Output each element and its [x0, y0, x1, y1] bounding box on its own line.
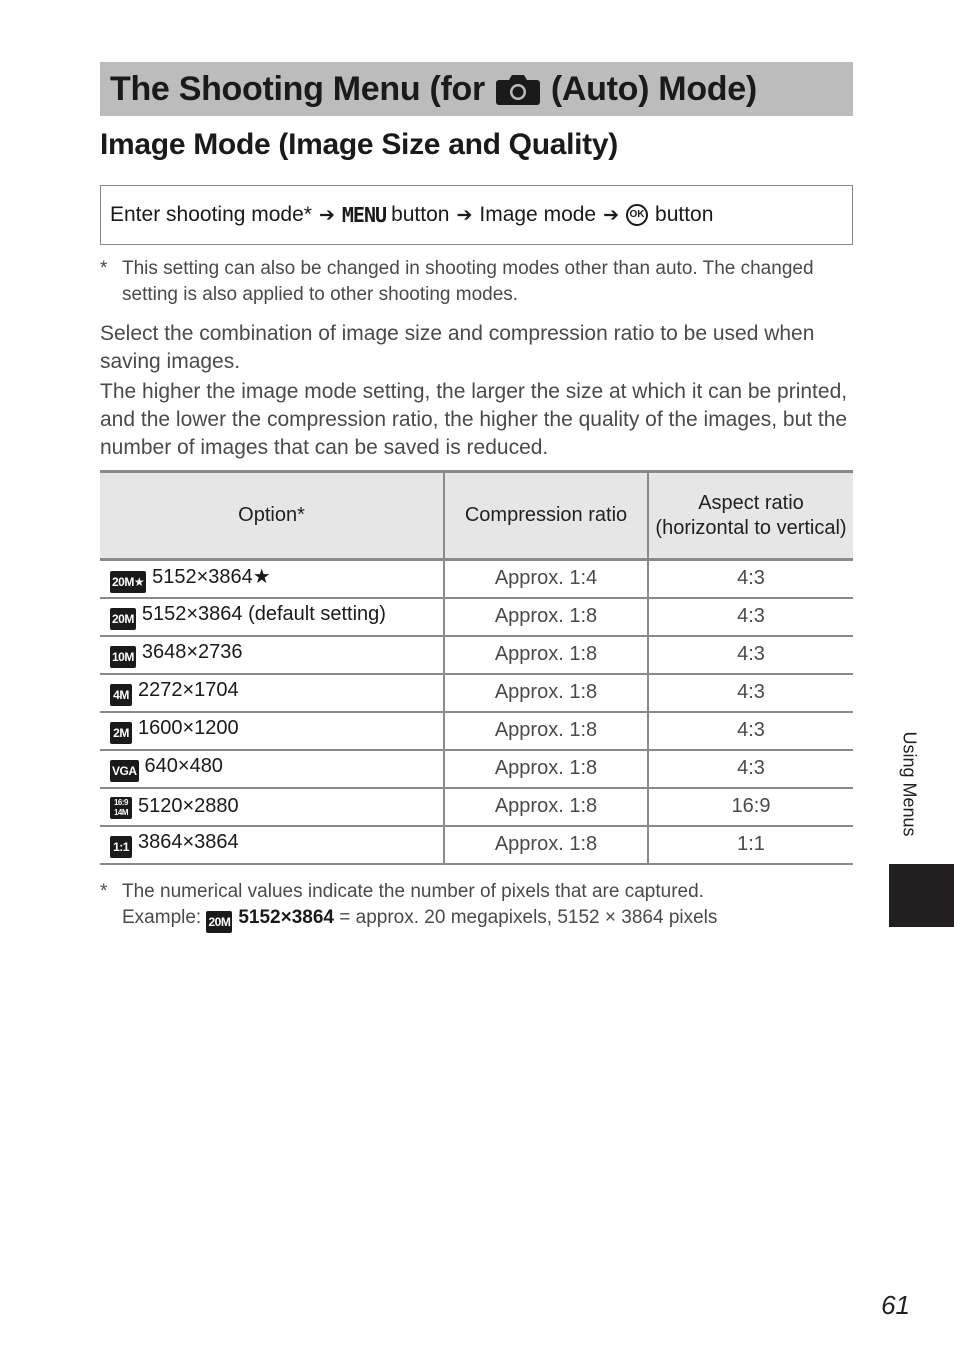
option-value: 5120×2880 — [138, 794, 239, 817]
option-cell — [100, 674, 444, 712]
chapter-title-bar — [100, 62, 853, 116]
table-header-row — [100, 472, 853, 560]
ok-button-icon: OK — [626, 204, 648, 226]
nav-step-image-mode: Image mode — [479, 203, 597, 226]
compression-cell: Approx. 1:8 — [444, 674, 648, 712]
body-paragraph-2: The higher the image mode setting, the larger the size at which it can be printed, and the lower the compression ratio, the higher the quality of the images, but the number of images that can be saved is reduced. — [100, 380, 848, 459]
compression-cell: Approx. 1:8 — [444, 788, 648, 826]
option-value: 5152×3864 (default setting) — [141, 603, 386, 625]
compression-cell: Approx. 1:8 — [444, 826, 648, 864]
chapter-title-before: The Shooting Menu (for — [110, 69, 485, 108]
image-size-icon: 20M★ — [110, 571, 146, 593]
arrow-icon: ➔ — [456, 204, 473, 226]
section-title: Image Mode (Image Size and Quality) — [100, 128, 618, 161]
footnote-marker: * — [100, 881, 108, 902]
image-size-icon: VGA — [110, 760, 139, 782]
arrow-icon: ➔ — [603, 204, 620, 226]
compression-cell: Approx. 1:8 — [444, 598, 648, 636]
compression-cell: Approx. 1:8 — [444, 636, 648, 674]
option-cell — [100, 598, 444, 636]
nav-step-menu-button: button — [391, 203, 450, 226]
option-cell — [100, 712, 444, 750]
option-value: 3864×3864 — [138, 831, 239, 853]
body-text — [100, 320, 860, 462]
example-label: Example: — [122, 907, 202, 928]
nav-step-ok-button: button — [655, 203, 714, 226]
image-size-icon: 1:1 — [110, 836, 132, 858]
option-value: 5152×3864★ — [152, 566, 271, 589]
option-value: 640×480 — [144, 755, 223, 777]
compression-cell: Approx. 1:8 — [444, 712, 648, 750]
compression-cell: Approx. 1:4 — [444, 560, 648, 598]
option-cell — [100, 636, 444, 674]
aspect-cell: 4:3 — [648, 636, 853, 674]
image-size-icon: 2M — [110, 722, 132, 744]
footnote-marker: * — [100, 258, 108, 279]
option-cell — [100, 560, 444, 598]
chapter-title — [110, 70, 757, 109]
aspect-cell: 4:3 — [648, 674, 853, 712]
table-row — [100, 750, 853, 788]
nav-step-shooting-mode: Enter shooting mode* — [110, 203, 312, 226]
aspect-cell: 4:3 — [648, 560, 853, 598]
aspect-cell: 4:3 — [648, 598, 853, 636]
page-number: 61 — [881, 1290, 910, 1320]
table-row — [100, 788, 853, 826]
image-size-icon: 20M — [206, 911, 232, 933]
option-cell — [100, 750, 444, 788]
table-row — [100, 674, 853, 712]
menu-navigation-path — [100, 185, 853, 245]
footnote-text: This setting can also be changed in shooting modes other than auto. The changed setting is also applied to other shooting modes. — [122, 258, 814, 305]
camera-icon — [495, 72, 541, 106]
footnote-example — [122, 905, 860, 933]
option-cell — [100, 826, 444, 864]
table-row — [100, 712, 853, 750]
image-size-icon: 10M — [110, 646, 136, 668]
image-size-icon: 16:9 14M — [110, 797, 132, 819]
example-value: 5152×3864 — [238, 907, 334, 928]
image-size-icon: 20M — [110, 608, 136, 630]
header-aspect: Aspect ratio (horizontal to vertical) — [648, 472, 853, 560]
header-compression: Compression ratio — [444, 472, 648, 560]
aspect-cell: 4:3 — [648, 750, 853, 788]
table-footnote — [100, 879, 860, 933]
aspect-cell: 4:3 — [648, 712, 853, 750]
table-row — [100, 636, 853, 674]
table-row — [100, 598, 853, 636]
option-cell — [100, 788, 444, 826]
aspect-cell: 16:9 — [648, 788, 853, 826]
arrow-icon: ➔ — [318, 204, 335, 226]
chapter-title-after: (Auto) Mode) — [550, 69, 757, 108]
side-tab-marker — [889, 864, 954, 927]
option-value: 3648×2736 — [141, 641, 243, 663]
table-row — [100, 826, 853, 864]
image-mode-table — [100, 470, 853, 865]
side-tab — [897, 722, 921, 846]
image-size-icon: 4M — [110, 684, 132, 706]
compression-cell: Approx. 1:8 — [444, 750, 648, 788]
aspect-cell: 1:1 — [648, 826, 853, 864]
nav-footnote — [100, 256, 860, 308]
table-row — [100, 560, 853, 598]
body-paragraph-1: Select the combination of image size and compression ratio to be used when saving images. — [100, 322, 815, 373]
footnote-line-1: The numerical values indicate the number of pixels that are captured. — [122, 881, 704, 902]
example-rest: = approx. 20 megapixels, 5152 × 3864 pixels — [339, 907, 718, 928]
side-tab-label: Using Menus — [899, 731, 920, 837]
option-value: 2272×1704 — [138, 679, 239, 701]
menu-button-icon: MENU — [341, 203, 387, 227]
header-option: Option* — [100, 472, 444, 560]
option-value: 1600×1200 — [138, 717, 239, 739]
